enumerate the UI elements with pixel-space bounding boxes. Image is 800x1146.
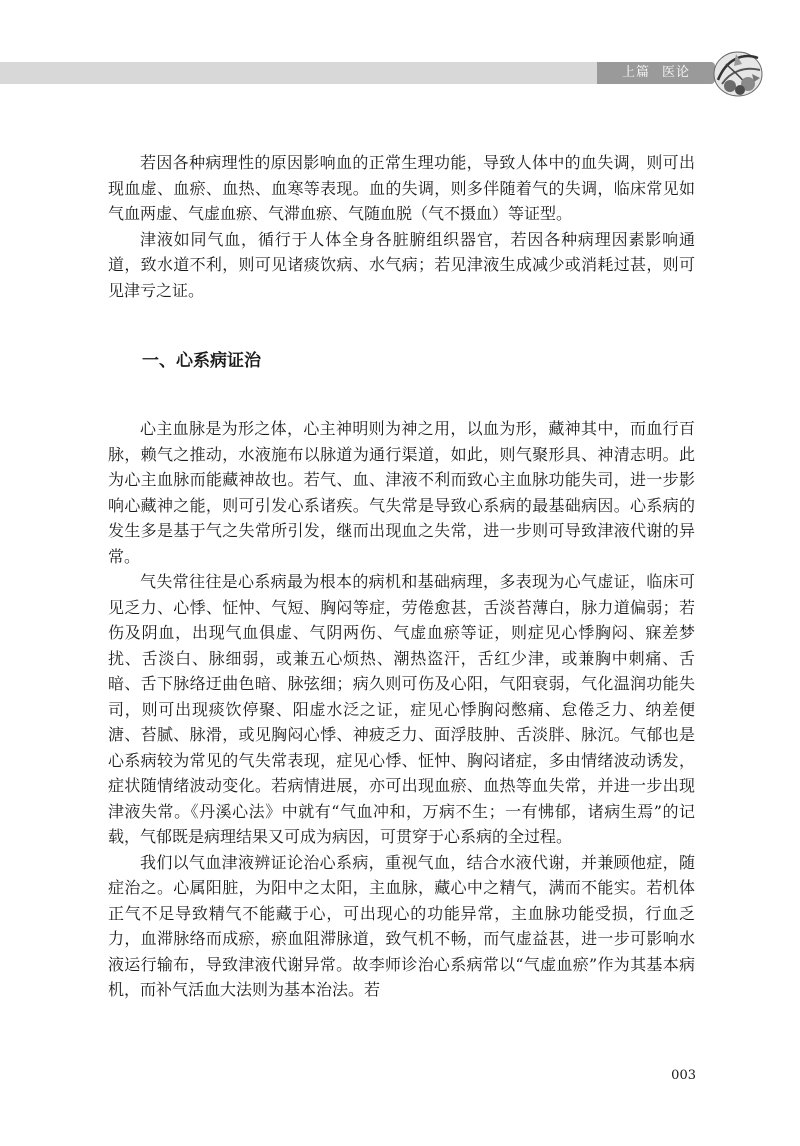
herb-illustration-icon	[708, 44, 768, 100]
section-heading: 一、心系病证治	[142, 351, 261, 371]
page-number: 003	[671, 1068, 696, 1083]
running-header-tab	[597, 62, 715, 84]
body-paragraph: 津液如同气血，循行于人体全身各脏腑组织器官，若因各种病理因素影响通道，致水道不利，则可见诸痰饮病、水气病；若见津液生成减少或消耗过甚，则可见津亏之证。	[108, 229, 695, 300]
body-paragraph: 心主血脉是为形之体，心主神明则为神之用，以血为形，藏神其中，而血行百脉，赖气之推动，水液施布以脉道为通行渠道，如此，则气聚形具、神清志明。此为心主血脉而能藏神故也。若气、血、津液不利而致心主血脉功能失司，进一步影响心藏神之能，则可引发心系诸疾。气失常是导致心系病的最基础病因。心系病的发生多是基于气之失常所引发，继而出现血之失常，进一步则可导致津液代谢的异常。	[108, 419, 695, 566]
page-body	[108, 150, 695, 1003]
body-paragraph: 若因各种病理性的原因影响血的正常生理功能，导致人体中的血失调，则可出现血虚、血瘀、血热、血寒等表现。血的失调，则多伴随着气的失调，临床常见如气血两虚、气虚血瘀、气滞血瘀、气随血脱（气不摄血）等证型。	[108, 153, 695, 223]
section-label: 医论	[662, 65, 691, 80]
body-paragraph: 我们以气血津液辨证论治心系病，重视气血，结合水液代谢，并兼顾他症，随症治之。心属阳脏，为阳中之太阳，主血脉，藏心中之精气，满而不能实。若机体正气不足导致精气不能藏于心，可出现心的功能异常，主血脉功能受损，行血乏力，血滞脉络而成瘀，瘀血阻滞脉道，致气机不畅，而气虚益甚，进一步可影响水液运行输布，导致津液代谢异常。故李师诊治心系病常以“气虚血瘀”作为其基本病机，而补气活血大法则为基本治法。若	[108, 852, 695, 999]
body-paragraph: 气失常往往是心系病最为根本的病机和基础病理，多表现为心气虚证，临床可见乏力、心悸、怔忡、气短、胸闷等症，劳倦愈甚，舌淡苔薄白，脉力道偏弱；若伤及阴血，出现气血俱虚、气阴两伤、气虚血瘀等证，则症见心悸胸闷、寐差梦扰、舌淡白、脉细弱，或兼五心烦热、潮热盗汗，舌红少津，或兼胸中刺痛、舌暗、舌下脉络迂曲色暗、脉弦细；病久则可伤及心阳，气阳衰弱，气化温润功能失司，则可出现痰饮停聚、阳虚水泛之证，症见心悸胸闷憋痛、怠倦乏力、纳差便溏、苔腻、脉滑，或见胸闷心悸、神疲乏力、面浮肢肿、舌淡胖、脉沉。气郁也是心系病较为常见的气失常表现，症见心悸、怔忡、胸闷诸症，多由情绪波动诱发，症状随情绪波动变化。若病情进展，亦可出现血瘀、血热等血失常，并进一步出现津液失常。《丹溪心法》中就有“气血冲和，万病不生；一有怫郁，诸病生焉”的记载，气郁既是病理结果又可成为病因，可贯穿于心系病的全过程。	[108, 572, 695, 846]
part-label: 上篇	[621, 65, 650, 80]
